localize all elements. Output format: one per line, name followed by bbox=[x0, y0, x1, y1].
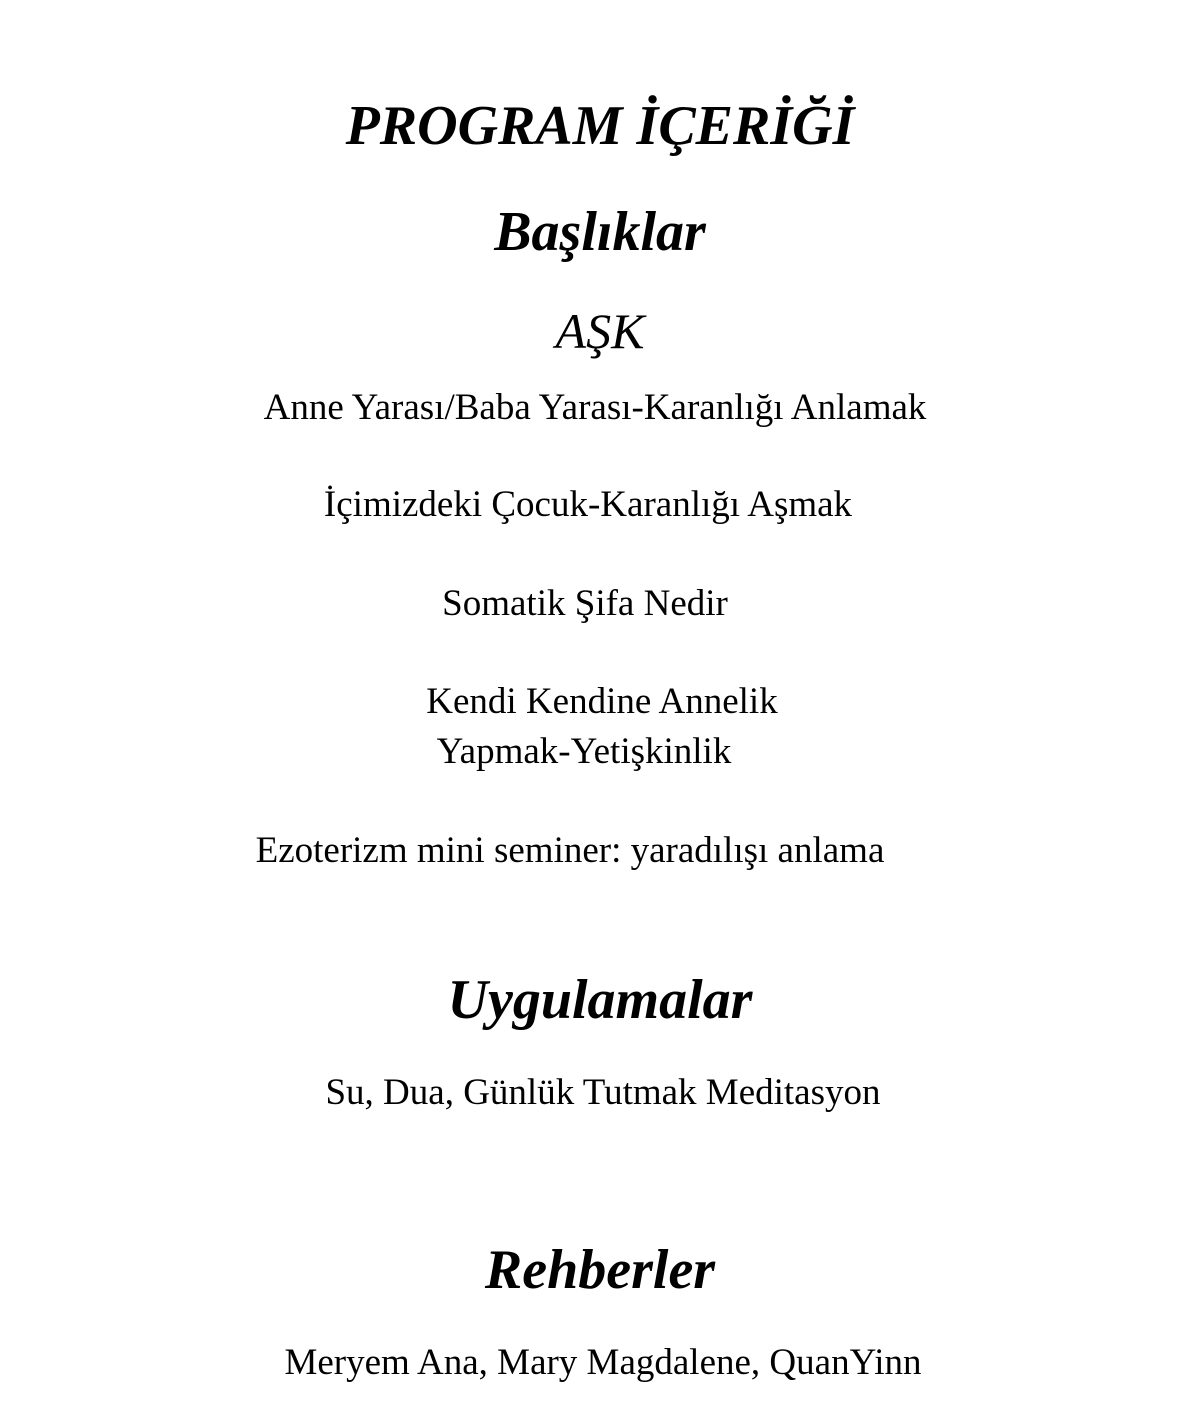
topic-item-4-line-1: Kendi Kendine Annelik bbox=[426, 681, 778, 722]
guides-list: Meryem Ana, Mary Magdalene, QuanYinn bbox=[284, 1342, 922, 1383]
topic-name: AŞK bbox=[555, 303, 645, 359]
practices-list: Su, Dua, Günlük Tutmak Meditasyon bbox=[325, 1072, 881, 1113]
topic-item-2: İçimizdeki Çocuk-Karanlığı Aşmak bbox=[323, 484, 853, 525]
guides-heading: Rehberler bbox=[484, 1239, 716, 1301]
topic-item-3: Somatik Şifa Nedir bbox=[442, 583, 728, 624]
topic-item-5: Ezoterizm mini seminer: yaradılışı anlama bbox=[255, 830, 885, 871]
topic-item-1: Anne Yarası/Baba Yarası-Karanlığı Anlamak bbox=[263, 387, 927, 428]
topics-heading: Başlıklar bbox=[494, 201, 706, 263]
page-title: PROGRAM İÇERİĞİ bbox=[345, 95, 855, 157]
practices-heading: Uygulamalar bbox=[447, 969, 753, 1031]
topic-item-4-line-2: Yapmak-Yetişkinlik bbox=[436, 731, 732, 772]
